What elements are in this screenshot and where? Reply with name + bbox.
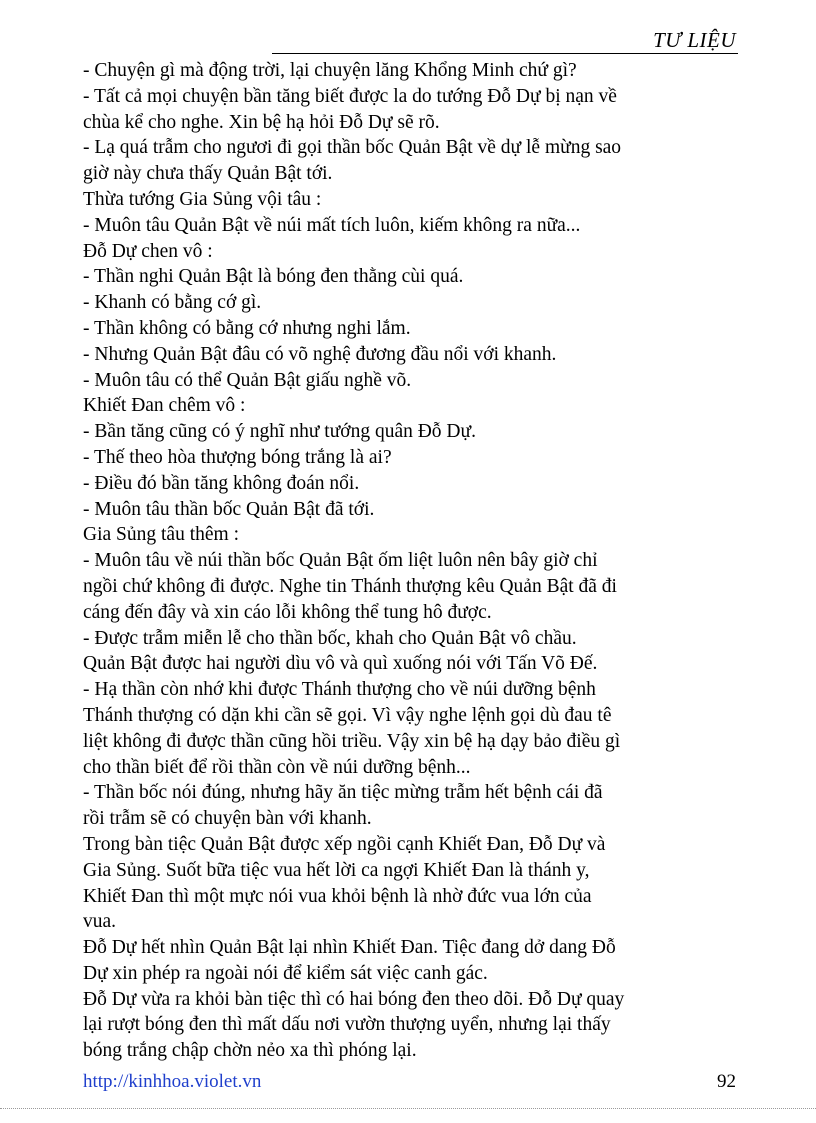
footer-link[interactable]: http://kinhhoa.violet.vn	[83, 1071, 262, 1092]
text-line: Thánh thượng có dặn khi cần sẽ gọi. Vì vậy nghe lệnh gọi dù đau tê	[83, 704, 612, 726]
text-line: Trong bàn tiệc Quản Bật được xếp ngồi cạnh Khiết Đan, Đỗ Dự và	[83, 833, 606, 855]
text-line: liệt không đi được thần cũng hồi triều. Vậy xin bệ hạ dạy bảo điều gì	[83, 730, 621, 752]
text-line: - Thần không có bằng cớ nhưng nghi lắm.	[83, 317, 411, 339]
section-label: TƯ LIỆU	[653, 28, 736, 52]
text-line: - Tất cả mọi chuyện bần tăng biết được la do tướng Đỗ Dự bị nạn về	[83, 85, 617, 107]
text-line: - Khanh có bằng cớ gì.	[83, 292, 262, 314]
text-line: - Bần tăng cũng có ý nghĩ như tướng quân Đỗ Dự.	[83, 421, 476, 443]
text-line: Gia Sủng tâu thêm :	[83, 524, 239, 546]
text-line: Thừa tướng Gia Sủng vội tâu :	[83, 188, 322, 210]
text-line: bóng trắng chập chờn nẻo xa thì phóng lại.	[83, 1040, 417, 1062]
text-line: cho thần biết để rồi thần còn về núi dưỡng bệnh...	[83, 756, 471, 778]
text-line: - Muôn tâu Quản Bật về núi mất tích luôn, kiếm không ra nữa...	[83, 214, 581, 236]
text-line: Dự xin phép ra ngoài nói để kiểm sát việc canh gác.	[83, 962, 488, 984]
page-number: 92	[717, 1071, 736, 1092]
text-line: - Chuyện gì mà động trời, lại chuyện lăng Khổng Minh chứ gì?	[83, 60, 577, 81]
text-line: - Nhưng Quản Bật đâu có võ nghệ đương đầu nổi với khanh.	[83, 343, 557, 365]
text-line: - Thế theo hòa thượng bóng trắng là ai?	[83, 446, 392, 468]
text-line: Đỗ Dự vừa ra khỏi bàn tiệc thì có hai bóng đen theo dõi. Đỗ Dự quay	[83, 988, 625, 1010]
text-line: - Muôn tâu có thể Quản Bật giấu nghề võ.	[83, 369, 412, 391]
text-line: - Được trẫm miễn lễ cho thần bốc, khah cho Quản Bật vô chầu.	[83, 627, 577, 649]
text-line: Khiết Đan chêm vô :	[83, 395, 246, 417]
text-line: giờ này chưa thấy Quản Bật tới.	[83, 163, 333, 185]
text-line: - Muôn tâu thần bốc Quản Bật đã tới.	[83, 498, 375, 520]
text-line: - Thần nghi Quản Bật là bóng đen thằng cùi quá.	[83, 266, 464, 288]
text-line: rồi trẫm sẽ có chuyện bàn với khanh.	[83, 808, 372, 830]
text-line: Đỗ Dự hết nhìn Quản Bật lại nhìn Khiết Đan. Tiệc đang dở dang Đỗ	[83, 937, 616, 959]
body-text	[83, 58, 743, 1064]
page-bottom-rule	[0, 1108, 816, 1109]
text-line: Đỗ Dự chen vô :	[83, 240, 213, 262]
text-line: Gia Sủng. Suốt bữa tiệc vua hết lời ca ngợi Khiết Đan là thánh y,	[83, 859, 590, 881]
text-line: - Thần bốc nói đúng, nhưng hãy ăn tiệc mừng trẫm hết bệnh cái đã	[83, 782, 603, 804]
text-line: lại rượt bóng đen thì mất dấu nơi vườn thượng uyển, nhưng lại thấy	[83, 1014, 611, 1036]
text-line: cáng đến đây và xin cáo lỗi không thể tung hô được.	[83, 601, 492, 623]
text-line: - Hạ thần còn nhớ khi được Thánh thượng cho về núi dưỡng bệnh	[83, 679, 596, 701]
text-line: vua.	[83, 911, 117, 933]
header-rule	[272, 53, 738, 54]
text-line: ngồi chứ không đi được. Nghe tin Thánh thượng kêu Quản Bật đã đi	[83, 575, 617, 597]
text-line: - Lạ quá trẫm cho ngươi đi gọi thần bốc Quản Bật về dự lễ mừng sao	[83, 137, 622, 159]
text-line: - Muôn tâu về núi thần bốc Quản Bật ốm liệt luôn nên bây giờ chỉ	[83, 550, 598, 572]
text-line: Khiết Đan thì một mực nói vua khỏi bệnh là nhờ đức vua lớn của	[83, 885, 592, 907]
text-line: - Điều đó bần tăng không đoán nổi.	[83, 472, 360, 494]
text-line: Quản Bật được hai người dìu vô và quì xuống nói với Tấn Võ Đế.	[83, 653, 598, 675]
text-line: chùa kể cho nghe. Xin bệ hạ hỏi Đỗ Dự sẽ rõ.	[83, 111, 440, 133]
